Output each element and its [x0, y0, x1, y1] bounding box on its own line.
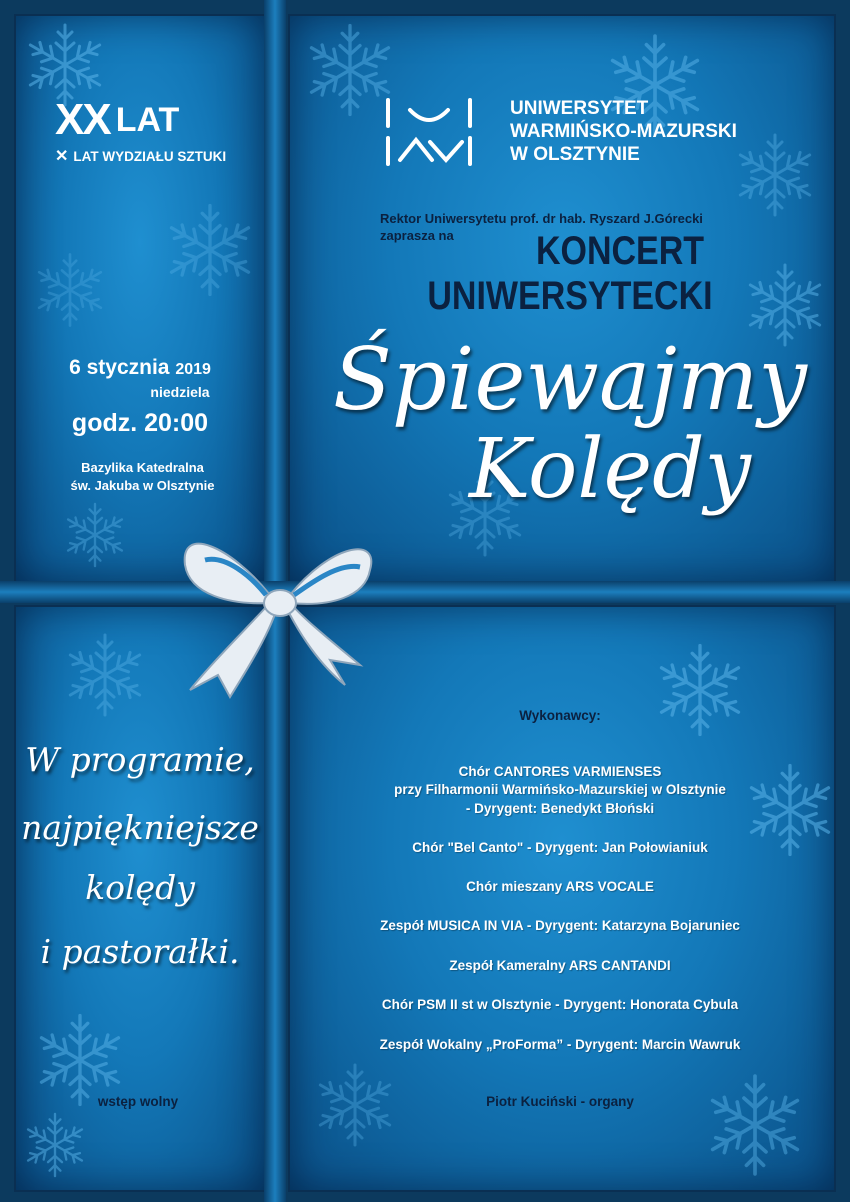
program-line-1: W programie, — [25, 740, 255, 779]
program-line-4: i pastorałki. — [40, 932, 240, 971]
performer-line: - Dyrygent: Benedykt Błoński — [465, 801, 655, 816]
performer-line: Chór mieszany ARS VOCALE — [466, 879, 654, 894]
university-line-2: WARMIŃSKO-MAZURSKI — [510, 121, 737, 142]
performer-line: Chór CANTORES VARMIENSES — [458, 764, 662, 779]
organ-performer: Piotr Kuciński - organy — [486, 1094, 634, 1109]
university-line-3: W OLSZTYNIE — [510, 144, 640, 165]
snowflake-icon — [30, 250, 110, 330]
concert-title-1: KONCERT — [535, 229, 705, 273]
xx-lat-logo — [55, 95, 245, 166]
event-date — [30, 355, 250, 383]
event-date-year: 2019 — [175, 361, 211, 378]
snowflake-icon — [730, 130, 820, 220]
venue-line-1: Bazylika Katedralna — [81, 460, 204, 475]
event-weekday: niedziela — [150, 384, 210, 400]
snowflake-icon — [650, 640, 750, 740]
bow-icon — [170, 525, 390, 705]
concert-title-2: UNIWERSYTECKI — [427, 274, 713, 318]
performers-heading: Wykonawcy: — [519, 708, 601, 723]
invitation-line-2: zaprasza na — [380, 228, 454, 243]
entry-note: wstęp wolny — [97, 1094, 179, 1109]
university-line-1: UNIWERSYTET — [510, 98, 649, 119]
snowflake-icon — [20, 1110, 90, 1180]
university-logo-icon — [380, 96, 478, 168]
performer-line: Chór PSM II st w Olsztynie - Dyrygent: Honorata Cybula — [381, 997, 739, 1012]
lat-label: LAT — [115, 101, 180, 139]
faculty-subtitle: LAT WYDZIAŁU SZTUKI — [73, 148, 227, 164]
performer-line: przy Filharmonii Warmińsko-Mazurskiej w Olsztynie — [394, 782, 726, 797]
invitation-line-1: Rektor Uniwersytetu prof. dr hab. Ryszard J.Górecki — [380, 211, 703, 226]
venue-line-2: św. Jakuba w Olsztynie — [70, 478, 215, 493]
snowflake-icon — [740, 760, 840, 860]
ribbon-horizontal — [0, 581, 850, 603]
event-date-day: 6 stycznia — [69, 356, 170, 379]
performer-line: Zespół Kameralny ARS CANTANDI — [449, 958, 671, 973]
snowflake-icon — [160, 200, 260, 300]
snowflake-icon — [60, 630, 150, 720]
performer-line: Zespół MUSICA IN VIA - Dyrygent: Katarzyna Bojaruniec — [380, 918, 740, 933]
program-line-2: najpiękniejsze — [21, 808, 259, 847]
university-name — [510, 97, 737, 166]
script-title-1: Śpiewajmy — [332, 330, 808, 430]
script-title-2: Kolędy — [469, 422, 751, 517]
snowflake-icon — [60, 500, 130, 570]
performer-line: Chór "Bel Canto" - Dyrygent: Jan Połowianiuk — [412, 840, 708, 855]
snowflake-icon — [310, 1060, 400, 1150]
small-x-icon: ✕ — [55, 148, 69, 165]
event-time: godz. 20:00 — [71, 409, 209, 437]
xx-lat-logo-icon: XX — [55, 95, 110, 144]
performer-line: Zespół Wokalny „ProForma” - Dyrygent: Marcin Wawruk — [379, 1037, 741, 1052]
snowflake-icon — [700, 1070, 810, 1180]
program-line-3: kolędy — [85, 868, 195, 907]
